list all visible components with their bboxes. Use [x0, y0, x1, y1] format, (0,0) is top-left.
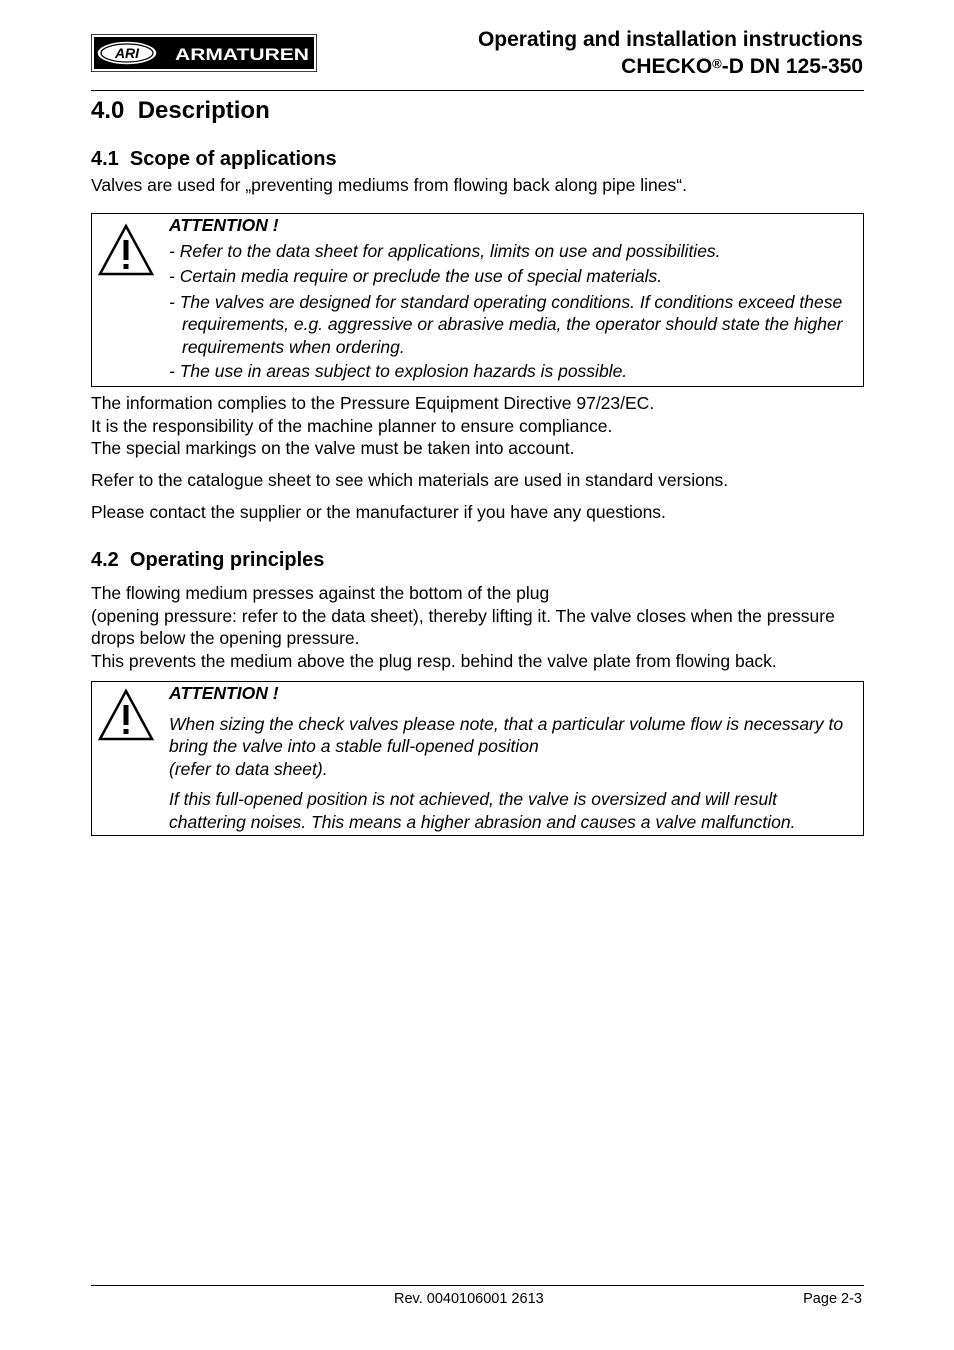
attention-box-scope	[91, 213, 864, 387]
attention-item: - Refer to the data sheet for applications, limits on use and possibilities.	[169, 240, 721, 261]
catalogue-note: Refer to the catalogue sheet to see which materials are used in standard versions.	[91, 470, 729, 490]
principles-line: (opening pressure: refer to the data sheet), thereby lifting it. The valve closes when the pressure drops below the opening pressure.	[91, 605, 835, 648]
principles-line: This prevents the medium above the plug resp. behind the valve plate from flowing back.	[91, 650, 777, 671]
attention-item: - The use in areas subject to explosion hazards is possible.	[169, 361, 628, 381]
attention-content-scope	[169, 214, 853, 383]
svg-text:ARI: ARI	[114, 45, 140, 61]
attention-title: ATTENTION !	[169, 683, 279, 703]
compliance-line: The special markings on the valve must be taken into account.	[91, 438, 575, 458]
attention-title: ATTENTION !	[169, 215, 279, 235]
header-divider	[91, 90, 864, 91]
compliance-info	[91, 392, 864, 460]
svg-text:ARMATUREN: ARMATUREN	[175, 45, 309, 64]
attention-paragraph	[169, 713, 853, 781]
attention-paragraph: If this full-opened position is not achieved, the valve is oversized and will result chattering noises. This means a higher abrasion and causes a valve malfunction.	[169, 789, 796, 832]
principles-line: The flowing medium presses against the bottom of the plug	[91, 583, 550, 603]
attention-content-principles	[169, 682, 853, 833]
attention-item: - Certain media require or preclude the use of special materials.	[169, 266, 663, 286]
principles-text	[91, 582, 864, 672]
page-number: Page 2-3	[803, 1291, 862, 1307]
ari-armaturen-logo	[91, 34, 317, 72]
document-title-line2: CHECKO®-D DN 125-350	[621, 55, 863, 78]
attention-line: When sizing the check valves please note, that a particular volume flow is necessary to bring the valve into a stable full-opened position	[169, 713, 844, 756]
principles-heading: 4.2 Operating principles	[91, 549, 325, 571]
footer-divider	[91, 1285, 864, 1286]
revision-number: Rev. 0040106001 2613	[394, 1291, 544, 1307]
warning-triangle-icon	[97, 688, 155, 742]
warning-triangle-icon	[97, 223, 155, 277]
attention-item: - The valves are designed for standard operating conditions. If conditions exceed these requirements, e.g. aggressive or abrasive media, the operator should state the higher requirements when ordering.	[169, 291, 843, 357]
section-heading: 4.0 Description	[91, 97, 270, 124]
compliance-line: It is the responsibility of the machine planner to ensure compliance.	[91, 415, 613, 436]
scope-intro: Valves are used for „preventing mediums from flowing back along pipe lines“.	[91, 175, 687, 195]
document-title	[478, 26, 863, 80]
attention-line: (refer to data sheet).	[169, 758, 328, 779]
compliance-line: The information complies to the Pressure Equipment Directive 97/23/EC.	[91, 393, 655, 413]
scope-heading: 4.1 Scope of applications	[91, 148, 337, 170]
attention-box-principles	[91, 681, 864, 836]
document-title-line1: Operating and installation instructions	[477, 28, 863, 51]
contact-note: Please contact the supplier or the manufacturer if you have any questions.	[91, 502, 666, 522]
